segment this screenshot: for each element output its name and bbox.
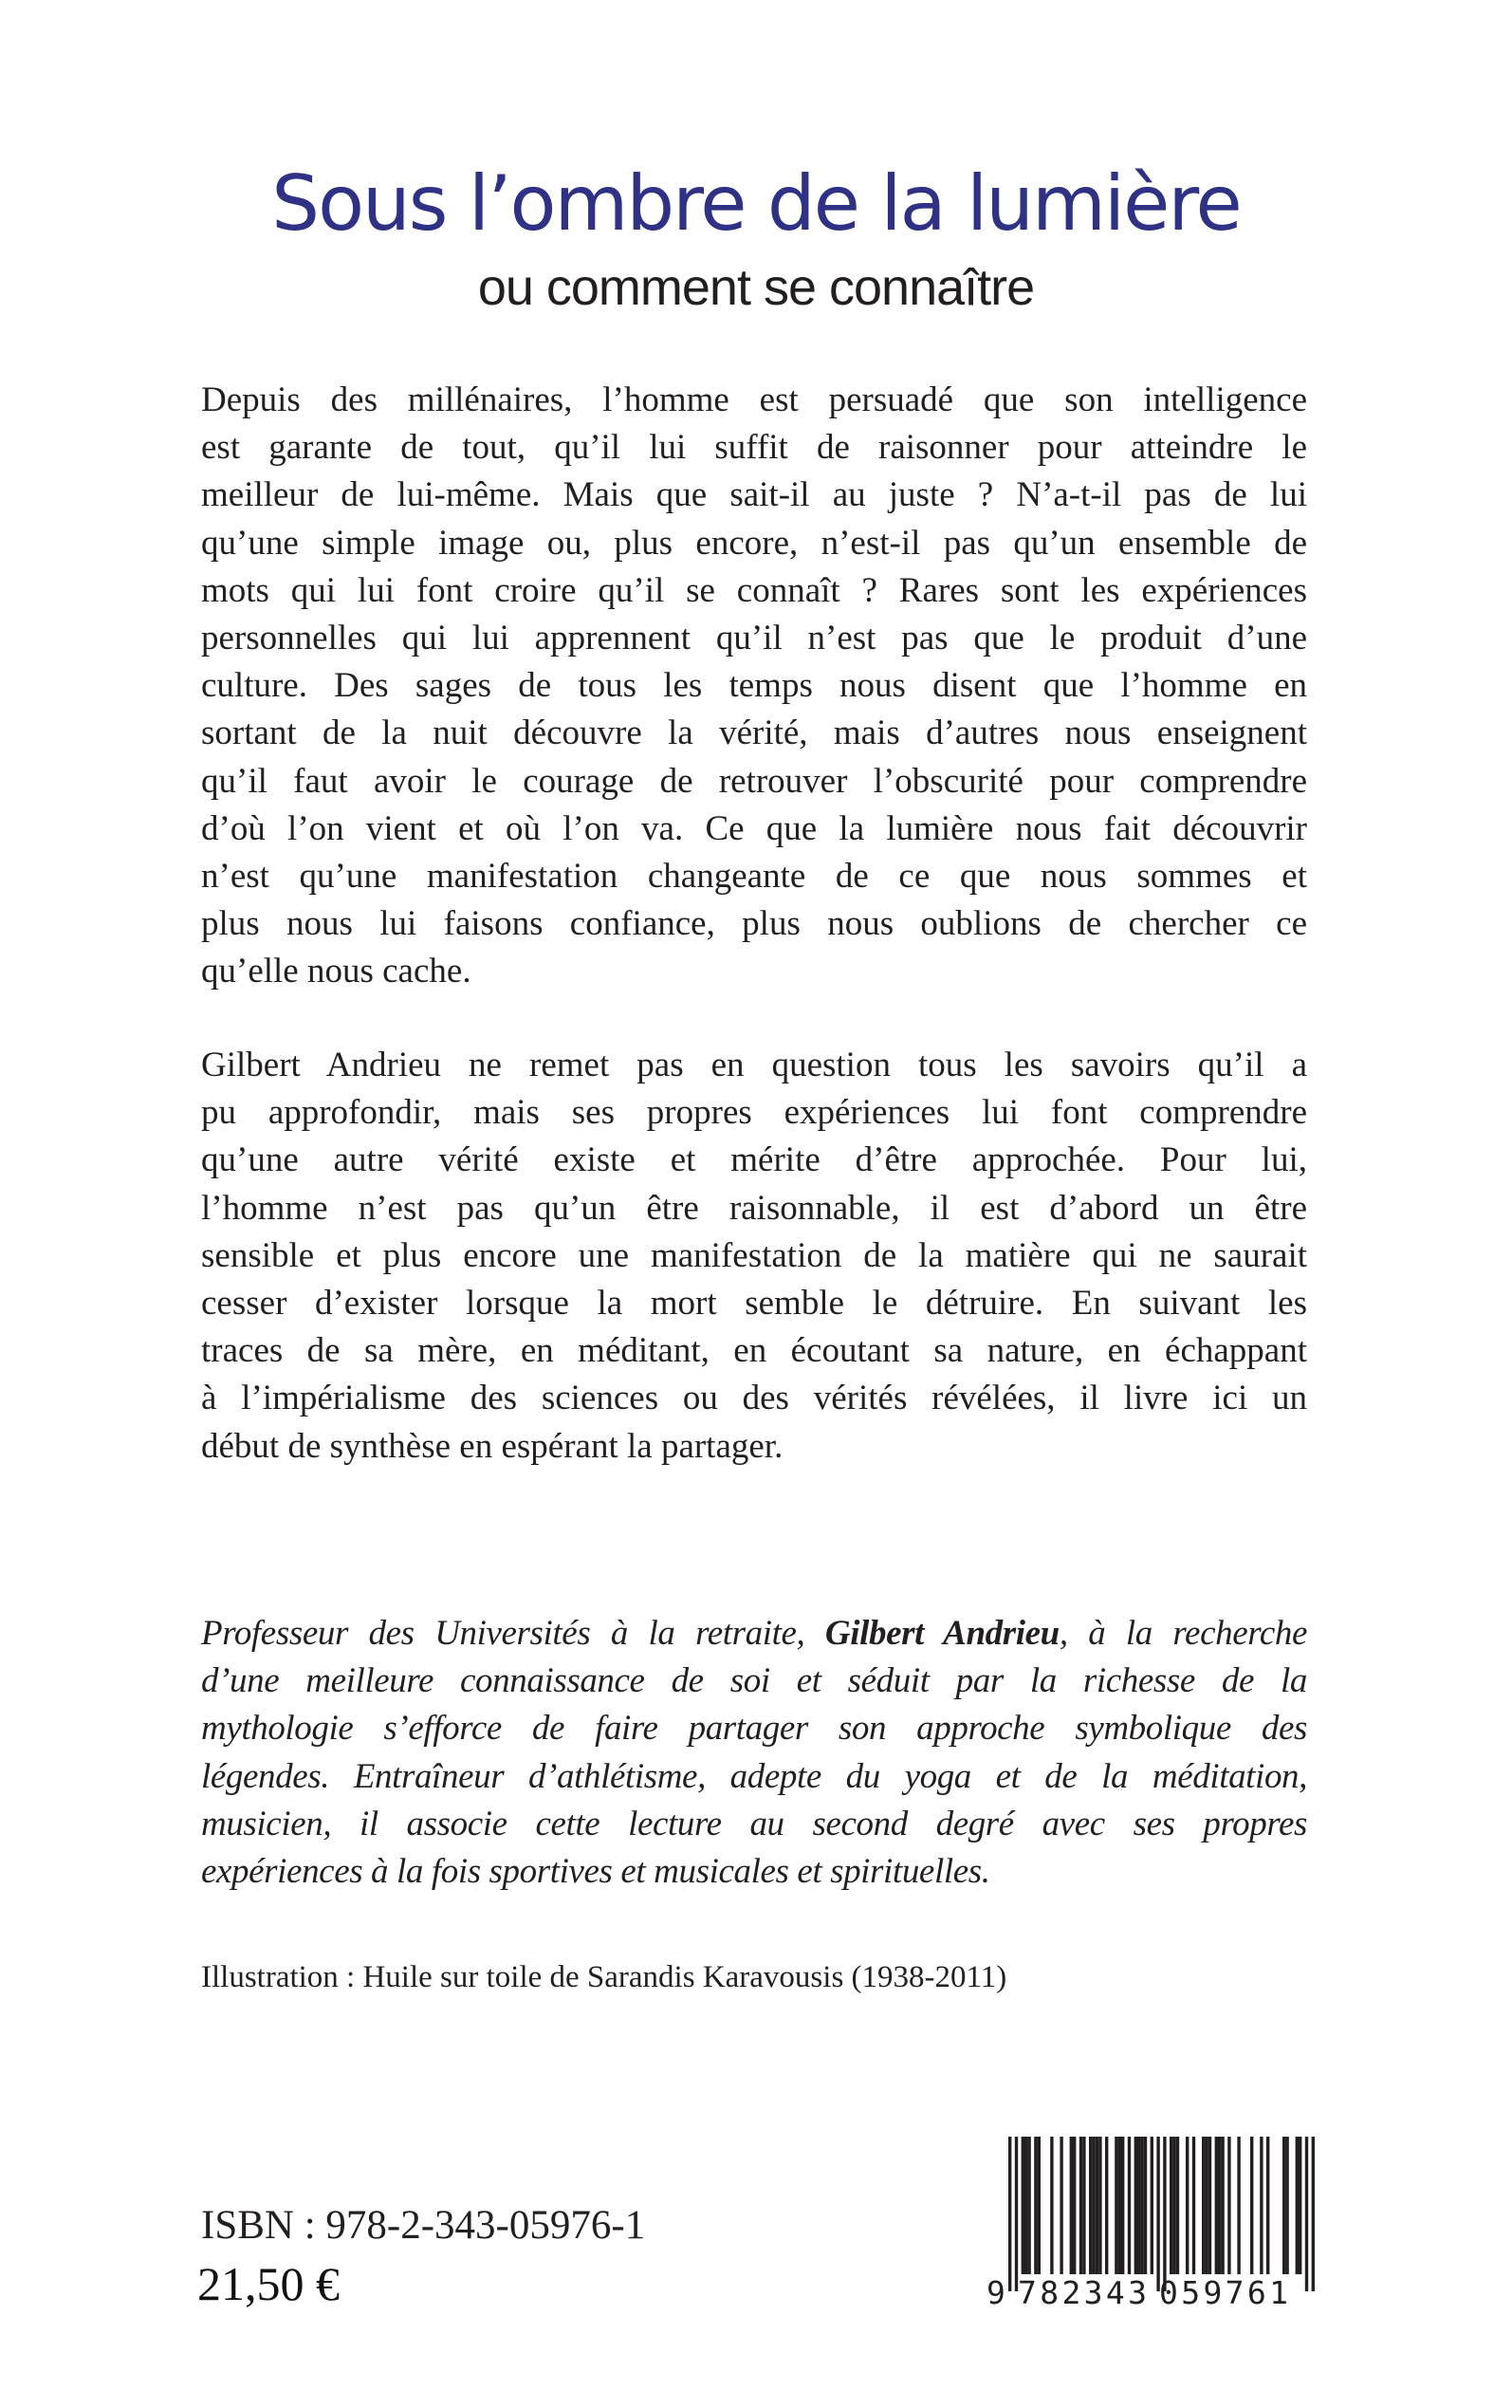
text-line: Depuis des millénaires, l’homme est persuadé que son intelligence: [201, 380, 1307, 419]
text-line: légendes. Entraîneur d’athlétisme, adepte du yoga et de la méditation,: [201, 1756, 1307, 1796]
text-line: est garante de tout, qu’il lui suffit de raisonner pour atteindre le: [201, 428, 1307, 468]
author-name: Gilbert Andrieu: [824, 1614, 1060, 1653]
text-line: musicien, il associe cette lecture au second degré avec ses propres: [201, 1804, 1307, 1843]
text-line: d’une meilleure connaissance de soi et séduit par la richesse de la: [201, 1661, 1307, 1701]
text-line: qu’une autre vérité existe et mérite d’être approchée. Pour lui,: [201, 1140, 1307, 1180]
barcode: [977, 2130, 1328, 2320]
text-line: traces de sa mère, en méditant, en écoutant sa nature, en échappant: [201, 1331, 1307, 1371]
text-line: culture. Des sages de tous les temps nous disent que l’homme en: [201, 666, 1307, 706]
barcode-right-digits: 059761: [1159, 2274, 1288, 2311]
text-line: Gilbert Andrieu ne remet pas en question tous les savoirs qu’il a: [201, 1046, 1307, 1084]
author-bio: [201, 1610, 1307, 1896]
barcode-first-digit: 9: [986, 2274, 1005, 2311]
text-line: qu’une simple image ou, plus encore, n’est-il pas qu’un ensemble de: [201, 523, 1307, 563]
text-line: cesser d’exister lorsque la mort semble le détruire. En suivant les: [201, 1283, 1307, 1323]
text-line: d’où l’on vient et où l’on va. Ce que la lumière nous fait découvrir: [201, 808, 1307, 848]
text-line: [201, 1610, 1307, 1658]
price: 21,50 €: [197, 2257, 340, 2310]
text-line: sortant de la nuit découvre la vérité, mais d’autres nous enseignent: [201, 713, 1307, 753]
blurb-paragraph-1: [201, 377, 1307, 995]
text-line: meilleur de lui-même. Mais que sait-il au juste ? N’a-t-il pas de lui: [201, 475, 1307, 515]
text-line: mythologie s’efforce de faire partager son approche symbolique des: [201, 1709, 1307, 1749]
text-line: pu approfondir, mais ses propres expériences lui font comprendre: [201, 1093, 1307, 1133]
text-line: l’homme n’est pas qu’un être raisonnable, il est d’abord un être: [201, 1188, 1307, 1228]
text-line: début de synthèse en espérant la partager.: [201, 1426, 784, 1466]
book-subtitle: ou comment se connaître: [477, 259, 1035, 316]
barcode-left-digits: 782343: [1018, 2274, 1147, 2311]
isbn: ISBN : 978-2-343-05976-1: [201, 2203, 646, 2248]
bio-text: Professeur des Universités à la retraite,: [201, 1614, 825, 1653]
text-line: à l’impérialisme des sciences ou des vérités révélées, il livre ici un: [201, 1379, 1307, 1418]
text-line: sensible et plus encore une manifestation de la matière qui ne saurait: [201, 1235, 1307, 1275]
text-line: personnelles qui lui apprennent qu’il n’est pas que le produit d’une: [201, 618, 1307, 658]
barcode-icon: [977, 2130, 1328, 2320]
illustration-credit: Illustration : Huile sur toile de Sarandis Karavousis (1938-2011): [201, 1960, 1007, 1994]
text-line: qu’elle nous cache.: [201, 952, 471, 991]
text-line: mots qui lui font croire qu’il se connaît ? Rares sont les expériences: [201, 570, 1307, 610]
book-title: Sous l’ombre de la lumière: [271, 159, 1241, 248]
bio-text: , à la recherche: [1059, 1614, 1307, 1653]
text-line: n’est qu’une manifestation changeante de ce que nous sommes et: [201, 856, 1307, 896]
text-line: qu’il faut avoir le courage de retrouver l’obscurité pour comprendre: [201, 761, 1307, 801]
blurb-paragraph-2: [201, 1042, 1307, 1471]
text-line: plus nous lui faisons confiance, plus nous oublions de chercher ce: [201, 904, 1307, 944]
text-line: expériences à la fois sportives et musicales et spirituelles.: [201, 1851, 990, 1891]
